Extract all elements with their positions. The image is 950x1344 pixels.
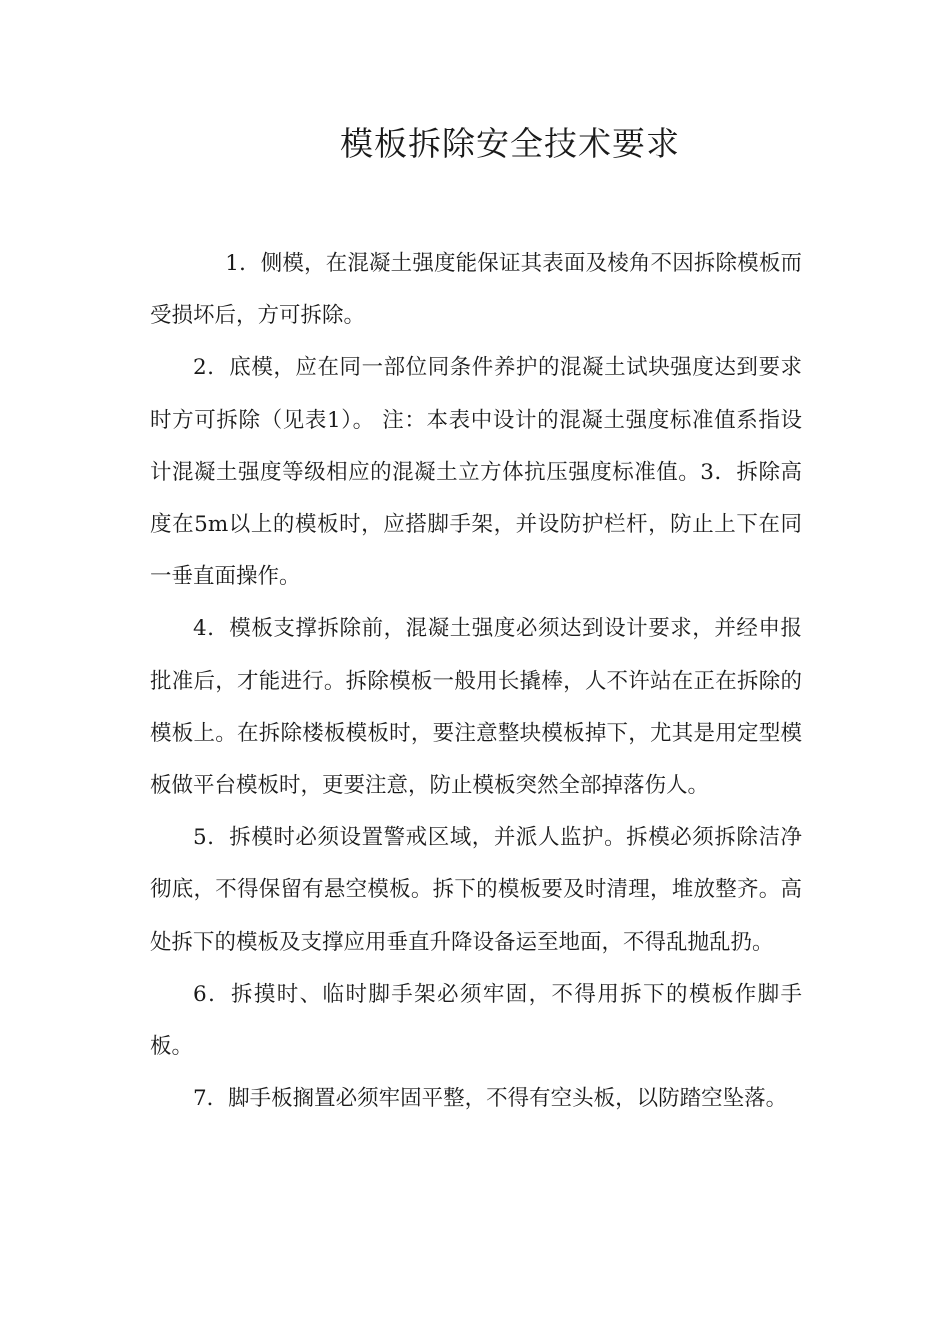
document-title: 模板拆除安全技术要求 (340, 124, 680, 163)
paragraph-7: 7．脚手板搁置必须牢固平整，不得有空头板，以防踏空坠落。 (193, 1086, 788, 1112)
paragraph-6: 6．拆摸时、临时脚手架必须牢固，不得用拆下的模板作脚手板。 (150, 981, 802, 1060)
paragraph-5: 5．拆模时必须设置警戒区域，并派人监护。拆模必须拆除洁净彻底，不得保留有悬空模板。拆下的模板要及时清理，堆放整齐。高处拆下的模板及支撑应用垂直升降设备运至地面，不得乱抛乱扔。 (150, 825, 802, 955)
paragraph-2: 2．底模，应在同一部位同条件养护的混凝土试块强度达到要求时方可拆除（见表1）。 注：本表中设计的混凝土强度标准值系指设计混凝土强度等级相应的混凝土立方体抗压强度标准值。3．拆除高度在5m以上的模板时，应搭脚手架，并设防护栏杆，防止上下在同一垂直面操作。 (150, 355, 802, 590)
paragraph-1: 1．侧模，在混凝土强度能保证其表面及棱角不因拆除模板而受损坏后，方可拆除。 (150, 251, 802, 329)
document-body (150, 238, 802, 1125)
paragraph-4: 4．模板支撑拆除前，混凝土强度必须达到设计要求，并经申报批准后，才能进行。拆除模板一般用长撬棒，人不许站在正在拆除的模板上。在拆除楼板模板时，要注意整块模板掉下，尤其是用定型模板做平台模板时，更要注意，防止模板突然全部掉落伤人。 (150, 616, 802, 799)
